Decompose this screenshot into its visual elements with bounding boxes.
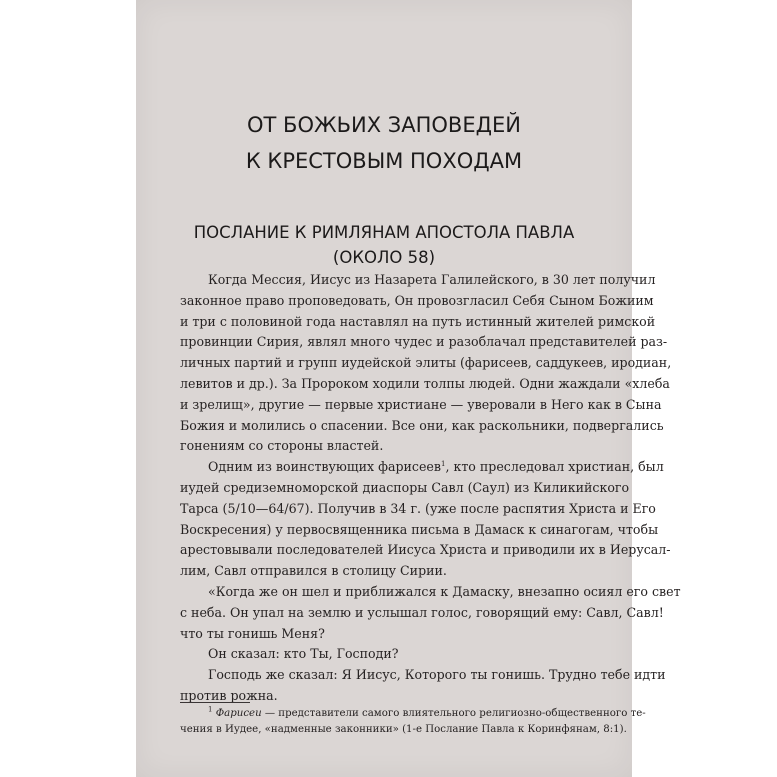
footnote [180,705,646,738]
section-title [136,220,632,270]
paragraph-line: левитов и др.). За Пророком ходили толпы людей. Одни жаждали «хлеба [180,375,670,391]
paragraph-line: гонениям со стороны властей. [180,438,384,454]
footnote-divider [180,702,250,703]
section-title-line-2: (ОКОЛО 58) [332,248,436,267]
body-text [180,270,681,707]
paragraph-line: с неба. Он упал на землю и услышал голос, говорящий ему: Савл, Савл! [180,604,664,620]
paragraph-line: Божия и молились о спасении. Все они, как раскольники, подвергались [180,417,664,433]
paragraph-line: что ты гонишь Меня? [180,625,325,641]
paragraph-line [180,457,664,478]
footnote-line: чения в Иудее, «надменные законники» (1-е Послание Павла к Коринфянам, 8:1). [180,724,627,735]
footnote-number: 1 [208,705,213,714]
paragraph-line: иудей средиземноморской диаспоры Савл (Саул) из Киликийского [180,479,630,495]
paragraph-line: и три с половиной года наставлял на путь истинный жителей римской [180,313,656,329]
paragraph-line: и зрелищ», другие — первые христиане — уверовали в Него как в Сына [180,396,662,412]
paragraph-line: «Когда же он шел и приближался к Дамаску, внезапно осиял его свет [208,583,681,599]
paragraph-line: против рожна. [180,687,278,703]
paragraph-text: Одним из воинствующих фарисеев [208,459,441,475]
book-page [136,0,681,777]
footnote-reference: 1 [440,459,446,468]
paragraph-line: Воскресения) у первосвященника письма в Дамаск к синагогам, чтобы [180,521,659,537]
section-title-line-1: ПОСЛАНИЕ К РИМЛЯНАМ АПОСТОЛА ПАВЛА [193,223,575,242]
paragraph-line: Тарса (5/10—64/67). Получив в 34 г. (уже после распятия Христа и Его [180,500,656,516]
paragraph-line: арестовывали последователей Иисуса Христа и приводили их в Иерусал- [180,542,671,558]
paragraph-line: провинции Сирия, являл много чудес и разоблачал представителей раз- [180,334,668,350]
paragraph-line: Когда Мессия, Иисус из Назарета Галилейского, в 30 лет получил [208,272,656,287]
paragraph-line: личных партий и групп иудейской элиты (фарисеев, саддукеев, иродиан, [180,355,672,371]
footnote-term: Фарисеи [215,708,262,719]
chapter-title [136,107,632,179]
footnote-text: — представители самого влиятельного религиозно-общественного те- [261,708,646,719]
paragraph-line: законное право проповедовать, Он провозгласил Себя Сыном Божиим [180,292,654,308]
paragraph-line: Господь же сказал: Я Иисус, Которого ты гонишь. Трудно тебе идти [208,667,666,683]
paragraph-line: лим, Савл отправился в столицу Сирии. [180,563,447,579]
chapter-title-line-2: К КРЕСТОВЫМ ПОХОДАМ [245,149,523,173]
footnote-line [180,705,646,722]
chapter-title-line-1: ОТ БОЖЬИХ ЗАПОВЕДЕЙ [247,113,521,137]
paragraph-text: , кто преследовал христиан, был [445,459,664,475]
paragraph-line: Он сказал: кто Ты, Господи? [208,646,399,662]
